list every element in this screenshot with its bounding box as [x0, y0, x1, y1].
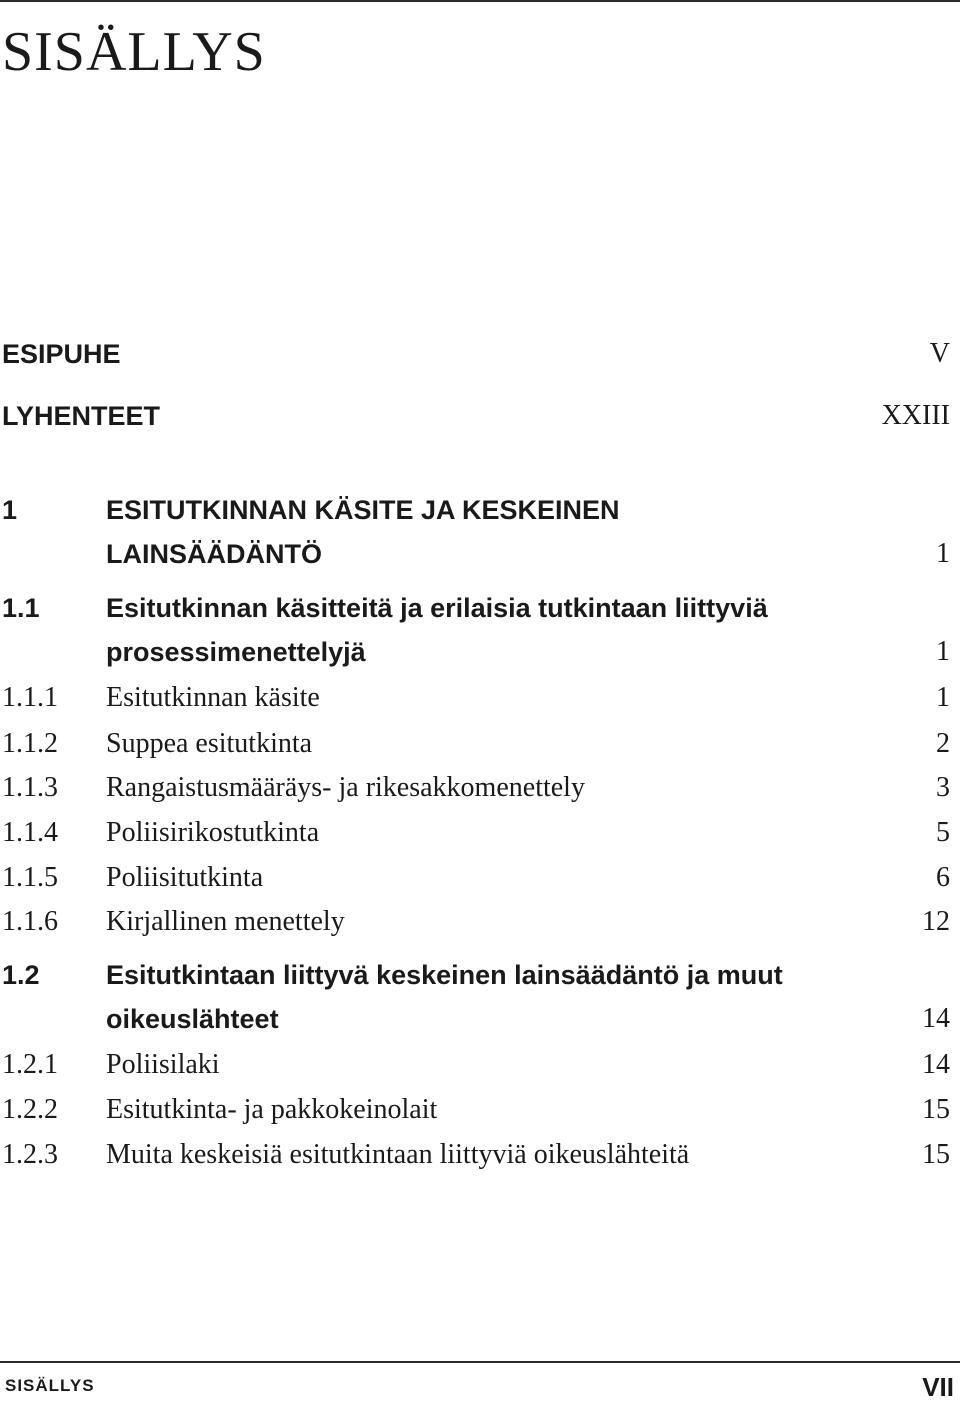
toc-entry-title-continued: prosessimenettelyjä	[106, 637, 366, 667]
toc-entry-page: V	[929, 338, 950, 369]
toc-entry-page: 14	[922, 1049, 950, 1080]
toc-entry-title: Esitutkintaan liittyvä keskeinen lainsäädäntö ja muut	[106, 960, 783, 990]
toc-entry-number: 1.1.2	[2, 728, 58, 759]
toc-entry-title: Suppea esitutkinta	[106, 728, 313, 759]
toc-entry-number: 1	[2, 495, 18, 525]
footer-rule	[0, 1361, 960, 1363]
toc-entry-title: Poliisitutkinta	[106, 862, 264, 893]
toc-entry-title: Esitutkinnan käsite	[106, 682, 320, 713]
toc-entry-page: 5	[936, 817, 950, 848]
toc-entry-number: 1.1.4	[2, 817, 58, 848]
toc-entry-title: Muita keskeisiä esitutkintaan liittyviä oikeuslähteitä	[106, 1139, 690, 1170]
toc-entry-page: 15	[922, 1094, 950, 1125]
toc-entry-number: 1.2	[2, 960, 40, 990]
toc-entry-number: 1.2.3	[2, 1139, 58, 1170]
toc-entry-number: 1.1.1	[2, 682, 58, 713]
toc-entry-number: 1.2.2	[2, 1094, 58, 1125]
toc-entry-page: XXIII	[881, 400, 950, 431]
toc-entry-title-continued: oikeuslähteet	[106, 1004, 279, 1034]
toc-entry-page: 3	[936, 772, 950, 803]
toc-entry-title: Esitutkinta- ja pakkokeinolait	[106, 1094, 438, 1125]
toc-entry-page: 14	[922, 1003, 950, 1034]
toc-entry-page: 15	[922, 1139, 950, 1170]
toc-entry-page: 1	[936, 538, 950, 569]
toc-entry-page: 1	[936, 682, 950, 713]
toc-entry-number: 1.2.1	[2, 1049, 58, 1080]
toc-entry-title: Rangaistusmääräys- ja rikesakkomenettely	[106, 772, 585, 803]
toc-entry-title: Esitutkinnan käsitteitä ja erilaisia tutkintaan liittyviä	[106, 593, 768, 623]
footer-section-label: SISÄLLYS	[5, 1376, 95, 1395]
toc-entry-title-continued: LAINSÄÄDÄNTÖ	[106, 539, 322, 569]
page-title: SISÄLLYS	[2, 21, 266, 83]
top-rule	[0, 0, 960, 2]
toc-entry-number: 1.1.6	[2, 906, 58, 937]
toc-entry-page: 12	[922, 906, 950, 937]
toc-entry-page: 6	[936, 862, 950, 893]
footer-page-number: VII	[922, 1372, 954, 1402]
toc-entry-page: 1	[936, 636, 950, 667]
toc-entry-page: 2	[936, 728, 950, 759]
toc-entry-title: Poliisirikostutkinta	[106, 817, 320, 848]
toc-entry-number: 1.1.5	[2, 862, 58, 893]
toc-entry-title: LYHENTEET	[2, 401, 161, 431]
toc-entry-number: 1.1.3	[2, 772, 58, 803]
toc-entry-title: Kirjallinen menettely	[106, 906, 345, 937]
toc-entry-title: Poliisilaki	[106, 1049, 220, 1080]
toc-entry-number: 1.1	[2, 593, 40, 623]
toc-entry-title: ESIPUHE	[2, 339, 121, 369]
toc-entry-title: ESITUTKINNAN KÄSITE JA KESKEINEN	[106, 495, 620, 525]
